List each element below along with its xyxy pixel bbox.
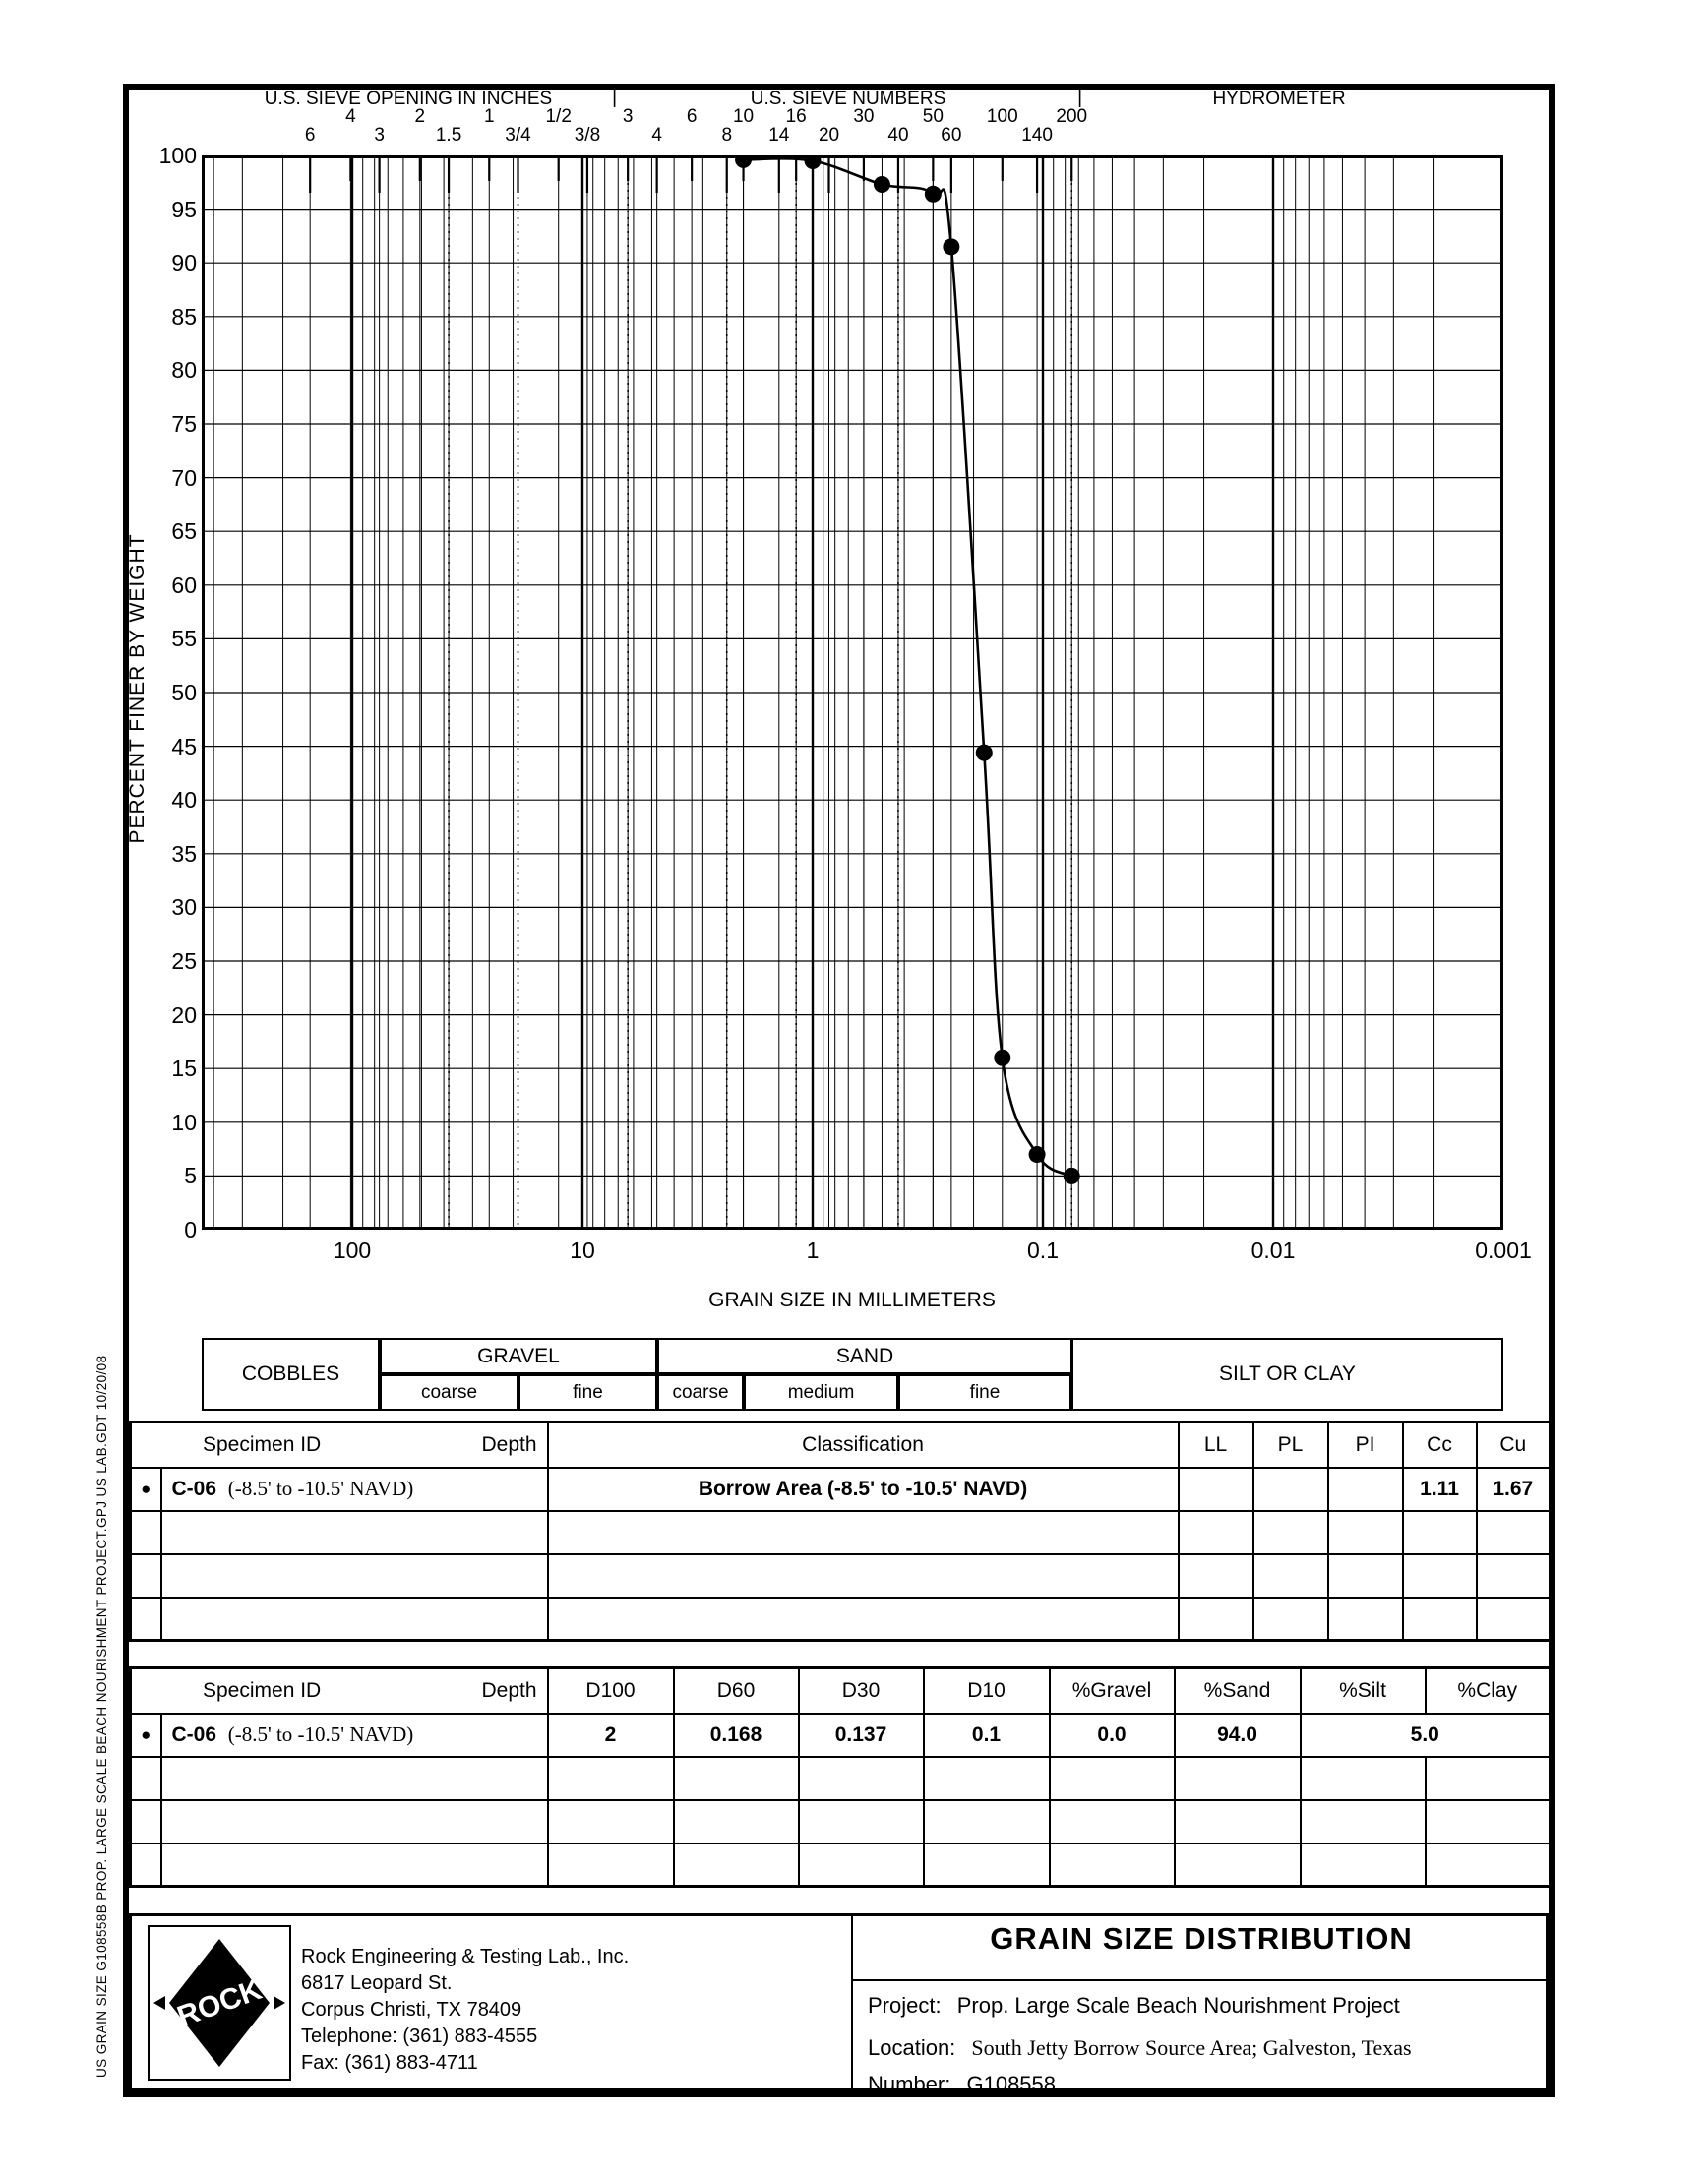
empty-cell — [924, 1800, 1050, 1844]
classification-sub-fine: fine — [518, 1374, 657, 1411]
empty-cell — [1179, 1511, 1253, 1554]
data-point — [1029, 1146, 1046, 1163]
specimen-id-depth-cell: C-06 (-8.5' to -10.5' NAVD) — [161, 1714, 548, 1757]
cc-cell: 1.11 — [1403, 1468, 1477, 1511]
classification-group-cobbles: COBBLES — [202, 1338, 380, 1411]
empty-cell — [799, 1757, 924, 1800]
location-value: South Jetty Borrow Source Area; Galveston, Texas — [971, 2035, 1412, 2060]
classification-sub-coarse: coarse — [657, 1374, 744, 1411]
sieve-size-label: 16 — [785, 106, 807, 127]
classification-sub-coarse: coarse — [380, 1374, 518, 1411]
empty-cell — [799, 1844, 924, 1887]
sieve-size-label: 140 — [1021, 125, 1053, 146]
y-tick-label: 65 — [171, 518, 197, 545]
sieve-size-label: 20 — [818, 125, 840, 146]
empty-cell — [674, 1844, 799, 1887]
header-d100: D100 — [548, 1668, 674, 1714]
empty-cell — [1179, 1554, 1253, 1598]
empty-cell — [1328, 1554, 1403, 1598]
x-tick-label: 1 — [806, 1238, 820, 1263]
empty-cell — [548, 1598, 1179, 1641]
x-tick-label: 100 — [333, 1238, 372, 1263]
header-sieve-inches: U.S. SIEVE OPENING IN INCHES — [264, 89, 553, 109]
classification-table — [129, 1421, 1552, 1642]
sieve-size-label: 30 — [853, 106, 875, 127]
ll-cell — [1179, 1468, 1253, 1511]
y-tick-label: 25 — [171, 948, 197, 974]
y-tick-label: 15 — [171, 1056, 197, 1082]
header-cc: Cc — [1403, 1422, 1477, 1468]
y-tick-label: 50 — [171, 680, 197, 705]
x-tick-label: 10 — [570, 1238, 595, 1263]
project-field — [868, 1993, 1400, 2019]
empty-cell — [161, 1554, 548, 1598]
empty-cell — [1179, 1598, 1253, 1641]
sidebar-vertical-text: US GRAIN SIZE G108558B PROP. LARGE SCALE BEACH NOURISHMENT PROJECT.GPJ US LAB.GDT 10/20/08 — [94, 1355, 109, 2078]
classification-group-gravel: GRAVEL — [380, 1338, 657, 1374]
sieve-size-label: 40 — [887, 125, 909, 146]
data-point — [994, 1050, 1010, 1066]
sieve-size-label: 4 — [345, 106, 356, 127]
sieve-size-label: 6 — [304, 125, 316, 146]
classification-cell: Borrow Area (-8.5' to -10.5' NAVD) — [548, 1468, 1179, 1511]
y-tick-label: 55 — [171, 626, 197, 652]
empty-cell — [1253, 1511, 1328, 1554]
data-point — [805, 155, 822, 169]
d30-cell: 0.137 — [799, 1714, 924, 1757]
pct-sand-cell: 94.0 — [1175, 1714, 1301, 1757]
header-separator-2: | — [1077, 87, 1083, 108]
empty-cell — [1050, 1757, 1175, 1800]
header-d60: D60 — [674, 1668, 799, 1714]
y-tick-label: 60 — [171, 572, 197, 598]
sieve-size-label: 1/2 — [545, 106, 572, 127]
empty-cell — [548, 1757, 674, 1800]
empty-cell — [1426, 1800, 1551, 1844]
empty-cell — [1050, 1844, 1175, 1887]
y-tick-label: 35 — [171, 840, 197, 867]
company-logo — [148, 1925, 291, 2081]
d100-cell: 2 — [548, 1714, 674, 1757]
sieve-size-label: 50 — [922, 106, 944, 127]
header-pi: PI — [1328, 1422, 1403, 1468]
classification-sub-fine: fine — [898, 1374, 1071, 1411]
y-tick-label: 85 — [171, 303, 197, 330]
grain-size-chart — [202, 155, 1503, 1230]
empty-cell — [1175, 1757, 1301, 1800]
svg-text:ROCK: ROCK — [173, 1972, 267, 2034]
report-title: GRAIN SIZE DISTRIBUTION — [990, 1921, 1413, 1956]
empty-cell — [1175, 1800, 1301, 1844]
sieve-size-label: 8 — [721, 125, 733, 146]
sieve-size-label: 10 — [732, 106, 755, 127]
company-info-line: 6817 Leopard St. — [301, 1972, 453, 1994]
y-tick-label: 95 — [171, 196, 197, 222]
empty-cell — [674, 1757, 799, 1800]
header-cu: Cu — [1477, 1422, 1551, 1468]
gradation-table — [129, 1666, 1552, 1888]
sieve-size-label: 6 — [686, 106, 698, 127]
rock-logo-icon — [150, 1927, 289, 2079]
header-d30: D30 — [799, 1668, 924, 1714]
y-axis-title: PERCENT FINER BY WEIGHT — [126, 533, 149, 844]
empty-cell — [1477, 1598, 1551, 1641]
header-specimen-depth: Specimen ID Depth — [131, 1668, 548, 1714]
empty-cell — [924, 1844, 1050, 1887]
sieve-size-label: 60 — [941, 125, 962, 146]
empty-cell — [1050, 1800, 1175, 1844]
header-pct-gravel: %Gravel — [1050, 1668, 1175, 1714]
number-value: G108558 — [966, 2072, 1057, 2096]
location-field — [868, 2035, 1412, 2061]
empty-cell — [1403, 1554, 1477, 1598]
empty-cell — [1301, 1844, 1426, 1887]
empty-cell — [1328, 1598, 1403, 1641]
empty-cell — [131, 1800, 161, 1844]
empty-cell — [674, 1800, 799, 1844]
header-sieve-numbers: U.S. SIEVE NUMBERS — [750, 89, 946, 109]
sieve-size-label: 3/4 — [505, 125, 531, 146]
data-point — [976, 745, 993, 761]
d10-cell: 0.1 — [924, 1714, 1050, 1757]
pct-gravel-cell: 0.0 — [1050, 1714, 1175, 1757]
y-tick-label: 90 — [171, 250, 197, 276]
y-tick-label: 10 — [171, 1109, 197, 1135]
sieve-size-label: 3/8 — [574, 125, 601, 146]
empty-cell — [548, 1511, 1179, 1554]
sieve-size-label: 3 — [622, 106, 634, 127]
number-field — [868, 2072, 1056, 2097]
empty-cell — [161, 1844, 548, 1887]
empty-cell — [799, 1800, 924, 1844]
pct-silt-clay-cell: 5.0 — [1301, 1714, 1551, 1757]
empty-cell — [1426, 1844, 1551, 1887]
x-axis-title: GRAIN SIZE IN MILLIMETERS — [708, 1289, 996, 1311]
empty-cell — [548, 1554, 1179, 1598]
cu-cell: 1.67 — [1477, 1468, 1551, 1511]
title-rule — [853, 1979, 1550, 1981]
data-point — [943, 238, 959, 255]
y-tick-label: 100 — [158, 143, 197, 168]
sieve-size-label: 1.5 — [435, 125, 462, 146]
specimen-id-depth-cell: C-06 (-8.5' to -10.5' NAVD) — [161, 1468, 548, 1511]
empty-cell — [1426, 1757, 1551, 1800]
empty-cell — [131, 1844, 161, 1887]
sieve-size-label: 1 — [483, 106, 495, 127]
data-point — [925, 186, 942, 203]
company-info-line: Fax: (361) 883-4711 — [301, 2052, 478, 2074]
header-pct-clay: %Clay — [1426, 1668, 1551, 1714]
project-value: Prop. Large Scale Beach Nourishment Project — [956, 1993, 1400, 2018]
empty-cell — [1175, 1844, 1301, 1887]
x-tick-label: 0.001 — [1475, 1238, 1532, 1263]
classification-bar — [202, 1338, 1503, 1411]
empty-cell — [1253, 1598, 1328, 1641]
empty-cell — [548, 1844, 674, 1887]
row-marker: ● — [131, 1468, 161, 1511]
x-tick-label: 0.01 — [1250, 1238, 1296, 1263]
x-tick-label: 0.1 — [1027, 1238, 1059, 1263]
header-hydrometer: HYDROMETER — [1212, 89, 1346, 109]
empty-cell — [1477, 1511, 1551, 1554]
d60-cell: 0.168 — [674, 1714, 799, 1757]
company-info-line: Rock Engineering & Testing Lab., Inc. — [301, 1946, 630, 1967]
empty-cell — [924, 1757, 1050, 1800]
y-tick-label: 75 — [171, 411, 197, 437]
y-tick-label: 70 — [171, 464, 197, 491]
empty-cell — [131, 1598, 161, 1641]
empty-cell — [1301, 1757, 1426, 1800]
empty-cell — [1477, 1554, 1551, 1598]
y-tick-label: 80 — [171, 357, 197, 384]
empty-cell — [131, 1511, 161, 1554]
company-info — [301, 1944, 629, 2077]
y-tick-label: 5 — [184, 1163, 197, 1189]
company-info-line: Telephone: (361) 883-4555 — [301, 2026, 538, 2047]
empty-cell — [161, 1598, 548, 1641]
y-tick-label: 20 — [171, 1001, 197, 1028]
sieve-size-label: 14 — [768, 125, 790, 146]
gradation-curve — [744, 158, 1072, 1176]
classification-group-sand: SAND — [657, 1338, 1072, 1374]
location-label: Location: — [868, 2035, 956, 2060]
sieve-size-label: 100 — [986, 106, 1018, 127]
pl-cell — [1253, 1468, 1328, 1511]
footer-block — [129, 1913, 1549, 2096]
sieve-size-label: 200 — [1056, 106, 1088, 127]
header-specimen-depth: Specimen ID Depth — [131, 1422, 548, 1468]
y-tick-label: 45 — [171, 733, 197, 759]
header-pl: PL — [1253, 1422, 1328, 1468]
company-info-line: Corpus Christi, TX 78409 — [301, 1999, 522, 2021]
empty-cell — [1403, 1598, 1477, 1641]
empty-cell — [161, 1800, 548, 1844]
header-pct-sand: %Sand — [1175, 1668, 1301, 1714]
y-tick-label: 0 — [184, 1217, 197, 1242]
sieve-size-label: 4 — [651, 125, 662, 146]
empty-cell — [1328, 1511, 1403, 1554]
pi-cell — [1328, 1468, 1403, 1511]
empty-cell — [548, 1800, 674, 1844]
empty-cell — [131, 1554, 161, 1598]
row-marker: ● — [131, 1714, 161, 1757]
data-point — [1064, 1168, 1080, 1184]
empty-cell — [1301, 1800, 1426, 1844]
header-d10: D10 — [924, 1668, 1050, 1714]
header-separator-1: | — [612, 87, 618, 108]
header-pct-silt: %Silt — [1301, 1668, 1426, 1714]
project-label: Project: — [868, 1993, 942, 2018]
y-tick-label: 30 — [171, 894, 197, 921]
empty-cell — [1253, 1554, 1328, 1598]
empty-cell — [1403, 1511, 1477, 1554]
empty-cell — [161, 1511, 548, 1554]
empty-cell — [161, 1757, 548, 1800]
empty-cell — [131, 1757, 161, 1800]
y-tick-label: 40 — [171, 787, 197, 814]
sieve-size-label: 2 — [414, 106, 426, 127]
header-ll: LL — [1179, 1422, 1253, 1468]
sieve-size-label: 3 — [374, 125, 385, 146]
number-label: Number: — [868, 2072, 951, 2096]
header-classification: Classification — [548, 1422, 1179, 1468]
classification-sub-medium: medium — [744, 1374, 898, 1411]
data-point — [874, 176, 890, 193]
classification-group-silt-or-clay: SILT OR CLAY — [1071, 1338, 1503, 1411]
data-point — [735, 155, 752, 168]
